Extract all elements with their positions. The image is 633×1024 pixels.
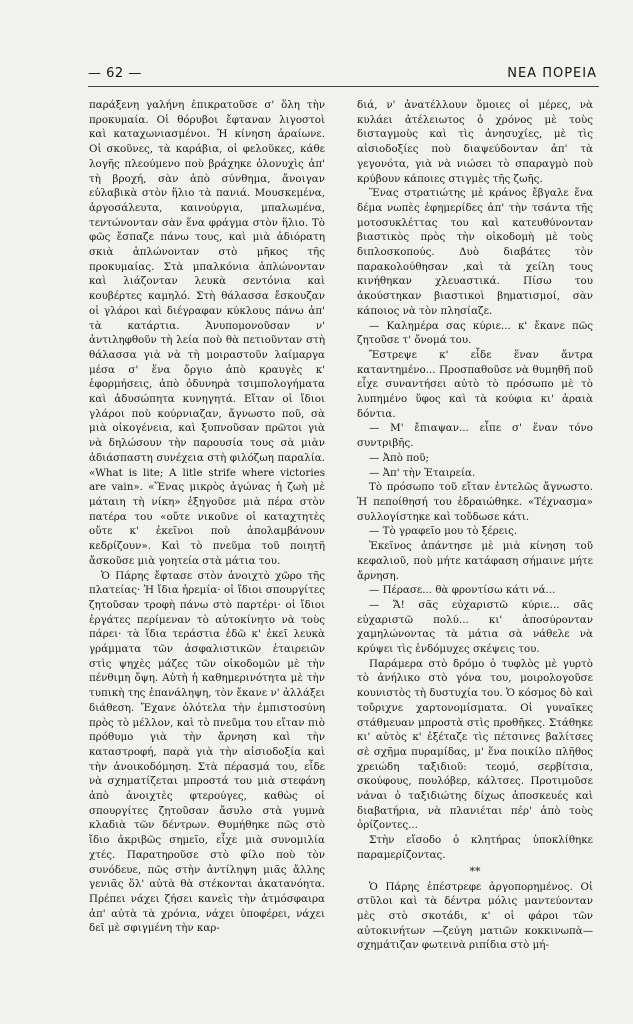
dialogue-line: — Ἄ! σᾶς εὐχαριστῶ κύριε... σᾶς εὐχαριστῶ πολύ... κι' ἀποσύρονταν χαμηλώνοντας τὰ μάτια σὰ νάθελε νὰ κρύψει τὶς ἐνδόμυχες σκέψεις του. xyxy=(357,598,593,656)
dialogue-line: — Τὸ γραφεῖο μου τὸ ξέρεις. xyxy=(369,525,518,538)
dialogue-line: — Ἀπὸ ποῦ; xyxy=(369,451,429,464)
paragraph: Ἐκεῖνος ἀπάντησε μὲ μιὰ κίνηση τοῦ κεφαλιοῦ, ποὺ μήτε κατάφαση σήμαινε μήτε ἄρνηση. xyxy=(357,540,593,582)
section-break-asterisks: ** xyxy=(469,864,481,878)
paragraph: διά, ν' ἀνατέλλουν ὅμοιες οἱ μέρες, νὰ κυλάει ἀτέλειωτος ὁ χρόνος μὲ τοὺς δισταγμοὺς καὶ τὶς ἀνησυχίες, μὲ τὶς αἰσιοδοξίες ποὺ διαψεύδονταν ἀπ' τὰ γεγονότα, γιὰ νὰ νιώσει τὸ σπαραγμὸ ποὺ κρύβουν κάποιες στιγμὲς τῆς ζωῆς. xyxy=(357,99,593,185)
paragraph: Ἔστρεψε κ' εἶδε ἕναν ἄντρα καταντημένο... Προσπαθοῦσε νὰ θυμηθῆ ποῦ εἶχε συναντήσει αὐτὸ τὸ πρόσωπο μὲ τὸ λυπημένο ὕφος καὶ τὰ κούφια κι' ἀραιὰ δόντια. xyxy=(357,348,593,420)
dialogue-line: — Πέρασε... θὰ φροντίσω κάτι νά... xyxy=(369,584,556,597)
paragraph: Στὴν εἴσοδο ὁ κλητήρας ὑποκλίθηκε παραμερίζοντας. xyxy=(357,834,593,861)
paragraph: Ὁ Πάρης ἐπέστρεφε ἀργοπορημένος. Οἱ στῦλοι καὶ τὰ δέντρα μόλις μαντεύονταν μὲς στὸ σκοτάδι, κ' οἱ φάροι τῶν αὐτοκινήτων —ζεύγη ματιῶν κοκκινωπὰ— σχημάτιζαν φωτεινὰ ριπίδια στὸ μή- xyxy=(357,880,593,952)
dialogue-line: — Μ' ἔπιαψαν... εἶπε σ' ἕναν τόνο συντριβῆς. xyxy=(357,422,593,450)
paragraph: Παράμερα στὸ δρόμο ὁ τυφλὸς μὲ γυρτὸ τὸ ἀνήλικο στὸ γόνα του, μοιρολογοῦσε κουνιστὸς τὴ δυστυχία του. Ὁ κόσμος δὸ καὶ τοὔριχνε χαρτονομίσματα. Οἱ γυναῖκες στάθμευαν μπροστὰ στὶς προθῆκες. Στάθηκε κι' αὐτὸς κ' ἐξέταζε τὶς πέτσινες βαλίτσες σὲ σχῆμα πυραμίδας, μ' ἕνα ποικίλο πλῆθος χρειώδη ταξιδιοῦ: τεομό, σερβίτσια, σκούφους, πουλόβερ, κάλτσες. Προτιμοῦσε νάναι ὁ ταξιδιώτης δίχως ἀποσκευές καὶ διαβατήρια, νὰ πλανιέται πέρ' ἀπὸ τοὺς ὁρίζοντες... xyxy=(357,657,593,832)
paragraph: Τὸ πρόσωπο τοῦ εἴταν ἐντελῶς ἄγνωστο. Ἡ πεποίθησή του ἑδραιώθηκε. «Τέχνασμα» συλλογίστηκε καὶ τοὔδωσε κάτι. xyxy=(357,481,593,523)
paragraph: παράξενη γαλήνη ἐπικρατοῦσε σ' ὅλη τὴν προκυμαία. Οἱ θόρυβοι ἔφταναν λιγοστοὶ καὶ καταχωνιασμένοι. Ἡ κίνηση ἀραίωνε. Οἱ σκοῦνες, τὰ καράβια, οἱ φελοῦκες, κάθε λογῆς πλεούμενο ποὺ βράχηκε ὁλονυχὶς ἀπ' τὴ βροχή, σὰν ἀπὸ σύνθημα, ἄνοιγαν εὐλαβικὰ στὸν ἥλιο τὰ πανιά. Μουσκεμένα, ἀργοσάλευτα, καινούργια, μπαλωμένα, τεντώνονταν σὰν ἕνα φράγμα στὸν ἥλιο. Τὸ φῶς ἔσπαζε πάνω τους, καὶ μιὰ ἀδιόρατη σκιὰ ἁπλώνονταν στὸ μῆκος τῆς προκυμαίας. Στὰ μπαλκόνια ἁπλώνονταν καὶ λιάζονταν λευκὰ σεντόνια καὶ κουβέρτες καμηλό. Στὴ θάλασσα ἔσκουζαν οἱ γλάροι καὶ διέγραφαν κύκλους πάνω ἀπ' τὰ κατάρτια. Ἀνυπομονοῦσαν ν' ἀντιληφθοῦν τὴ λεία ποὺ θὰ πετιοῦνταν στὴ θάλασσα γιὰ νὰ τὴ μοιραστοῦν λαίμαργα μέσα σ' ἕνα ὄργιο ἀπὸ κραυγὲς κ' ἐφορμήσεις, ἀπὸ ὀδυνηρὰ τσιμπολογήματα καὶ ἀδυσώπητα κυνηγητά. Εἴταν οἱ ἴδιοι γλάροι ποὺ κούρνιαζαν, ἄγνωστο ποῦ, σὰ μιὰ οἰκογένεια, καὶ ξυπνοῦσαν πρῶτοι γιὰ νὰ δηλώσουν τὴν παρουσία τους σὰ μιὰν ἀδιάσπαστη συνέχεια στὴ φιλόζωη παραλία. «What is lite; A litle strife where victories are vain». «Ἕνας μικρὸς ἀγώνας ἡ ζωὴ μὲ μάταιη τὴ νίκη» ἐξηγοῦσε μιὰ πέρα στὸν πατέρα του «οὔτε νικοῦνε οἱ καταχτητὲς οὔτε κ' ἐκεῖνοι ποὺ ἀπολαμβάνουν κεδρίζουν». Καὶ τὸ πνεῦμα τοῦ ποιητῆ ἄσκοῦσε μιὰ γοητεία στὰ μάτια του. xyxy=(89,99,325,567)
dialogue-line: — Καλημέρα σας κύριε... κ' ἔκανε πῶς ζητοῦσε τ' ὄνομά του. xyxy=(357,319,593,347)
left-column xyxy=(89,98,325,936)
page-number: — 62 — xyxy=(88,66,142,81)
paragraph: Ὁ Πάρης ἔφτασε στὸν ἀνοιχτὸ χῶρο τῆς πλατείας· Ἡ ἴδια ἠρεμία· οἱ ἴδιοι σπουργίτες ζητοῦσαν τροφὴ πάνω στὸ παρτέρι· οἱ ἴδιοι ἐργάτες περίμεναν τὸ αὐτοκίνητο νὰ τοὺς πάρει· τὰ ἴδια τεράστια ἐδῶ κ' ἐκεῖ λευκὰ γράμματα τῶν ἀσφαλιστικῶν ἑταιρειῶν στὶς ψηχὲς μάζες τῶν οἰκοδομῶν μὲ τὴν πένθιμη ὄψη. Αὐτὴ ἡ καθημερινότητα μὲ τὴν τυπικὴ της ἐπανάληψη, τὸν ἔκανε ν' ἀλλάξει διάθεση. Ἔχανε ὁλότελα τὴν ἐμπιστοσύνη πρὸς τὸ μέλλον, καὶ τὸ πνεῦμα του εἴταν πιὸ πρόθυμο γιὰ τὴν ἄρνηση καὶ τὴν καταστροφή, παρὰ γιὰ τὴν αἰσιοδοξία καὶ τὴν ἀνοικοδόμηση. Στὰ πέρασμά του, εἶδε νὰ σχηματίζεται μπροστά του μιὰ στεφάνη ἀπὸ ἀνοιχτὲς φτερούγες, καθὼς οἱ σπουργίτες ζητοῦσαν ἄσυλο στὰ γυμνὰ κλαδιὰ τῶν δέντρων. Θυμήθηκε πῶς στὸ ἴδιο ἀκριβῶς σημεῖο, εἶχε μιὰ συνομιλία χτές. Παρατηροῦσε στὸ φίλο ποὺ τὸν συνόδευε, πῶς στὴν ἀντίληψη μιᾶς ἄλλης γενιᾶς ὅλ' αὐτὰ θὰ στέκονται ἀκατανόητα. Πρέπει νάχει ζήσει κανεὶς τὴν ἀτμόσφαιρα ἀπ' αὐτὰ τὰ χρόνια, νάχει ὑποφέρει, νάχει δεῖ μὲ σφιγμένη τὴν καρ- xyxy=(89,569,325,935)
paragraph: Ἕνας στρατιώτης μὲ κράνος ἔβγαλε ἕνα δέμα νωπὲς ἐφημερίδες ἀπ' τὴν τσάντα τῆς μοτοσυκλέττας του καὶ κατευθύνονταν βιαστικὸς πρὸς τὴν οἰκοδομὴ μὲ τοὺς διπλοσκοπούς. Δυὸ διαβάτες τὸν παρακολούθησαν ,καὶ τὰ χείλη τους κινήθηκαν χλευαστικά. Πίσω του ἀκούστηκαν βιαστικοὶ βηματισμοί, σὰν κάποιος νὰ τὸν πλησίαζε. xyxy=(357,187,593,317)
right-column xyxy=(357,98,593,953)
header-rule xyxy=(88,86,599,87)
running-head: ΝΕΑ ΠΟΡΕΙΑ xyxy=(507,66,597,81)
dialogue-line: — Ἀπ' τὴν Ἑταιρεία. xyxy=(369,466,476,479)
